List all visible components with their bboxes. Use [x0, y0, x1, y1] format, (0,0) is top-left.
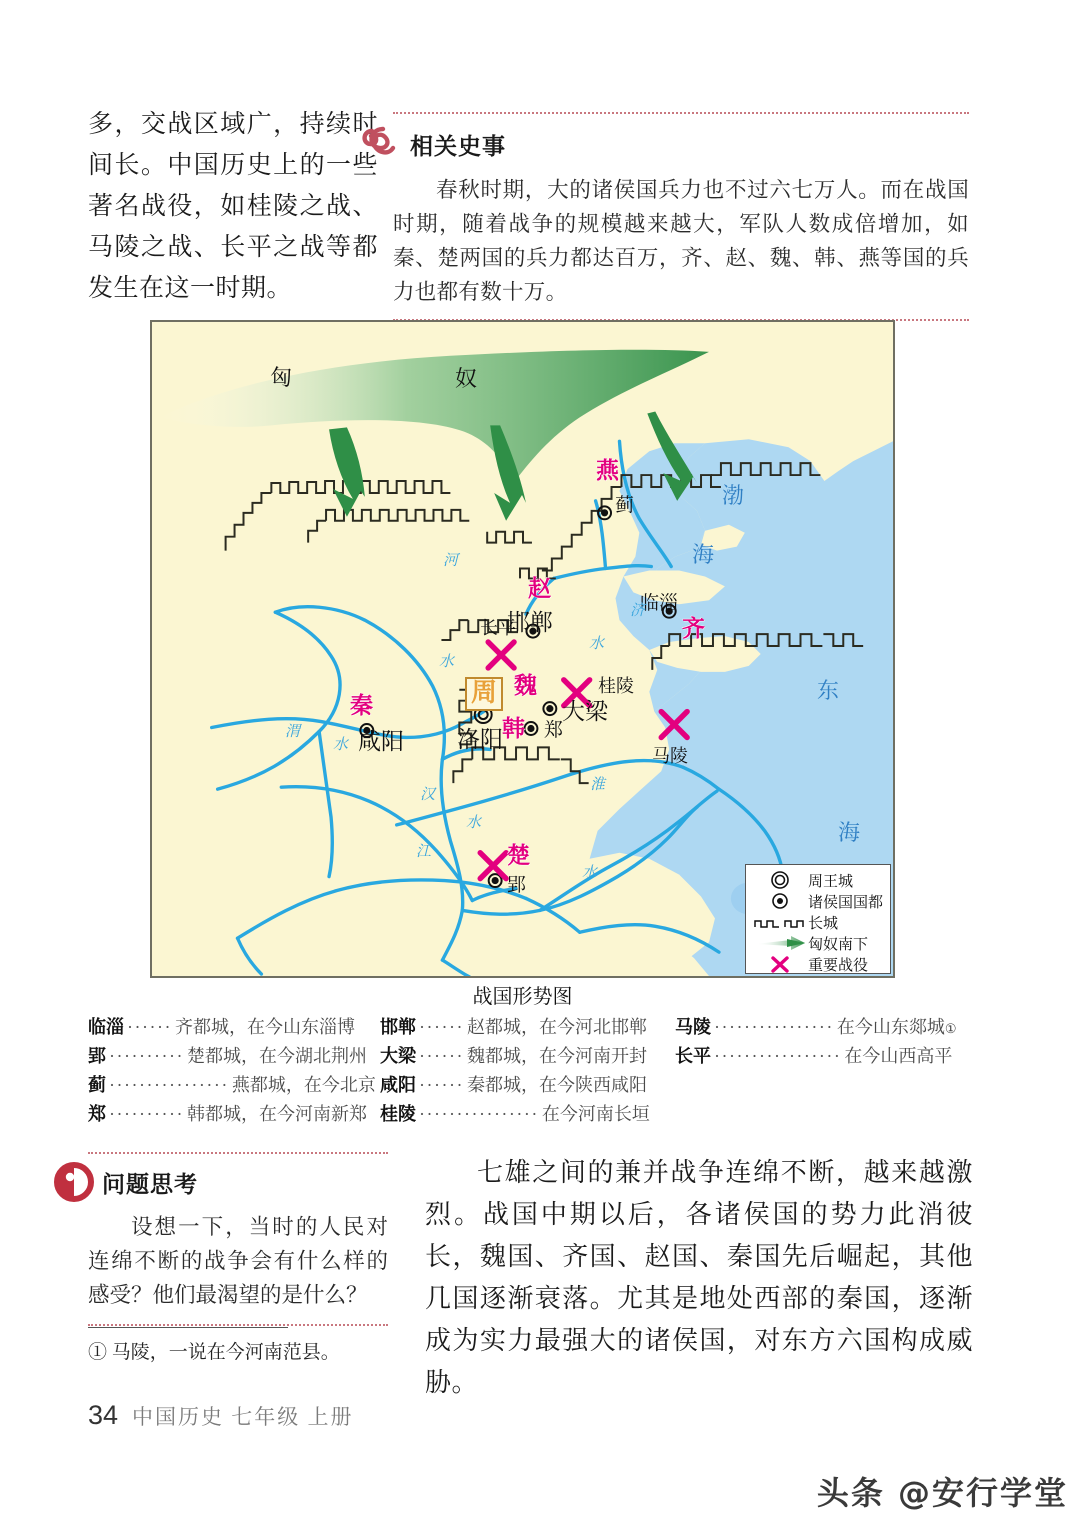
key-entry [675, 1042, 973, 1071]
map-label-state-chu: 楚 [507, 843, 530, 868]
map-label-river-han: 汉 [420, 787, 436, 803]
map-label-river-wei: 渭 [285, 724, 301, 740]
warring-states-map [150, 320, 895, 978]
map-legend [745, 864, 891, 974]
watermark: 头条 @安行学堂 [816, 1474, 1068, 1512]
key-desc: 在今河南长垣 [541, 1104, 650, 1124]
map-label-sea-hai-2: 海 [838, 820, 861, 845]
legend-row-xiongnu-south [752, 933, 886, 953]
key-dots: ················ [714, 1017, 834, 1037]
key-entry [675, 1013, 973, 1042]
map-label-state-qi: 齐 [682, 616, 705, 641]
map-label-river-huai: 淮 [590, 777, 606, 793]
map-label-river-jiang: 江 [416, 844, 432, 860]
key-sup: ① [944, 1021, 957, 1036]
related-history-body: 春秋时期，大的诸侯国兵力也不过六七万人。而在战国时期，随着战争的规模越来越大，军队人数成倍增加，如秦、楚两国的兵力都达百万，齐、赵、魏、韩、燕等国的兵力也都有数十万。 [393, 178, 969, 304]
map-label-battle-changping: 长平 [480, 618, 516, 638]
map-label-river-shui-3: 水 [589, 636, 605, 652]
map-label-river-he: 河 [443, 553, 459, 569]
key-desc: 韩都城，在今河南新郑 [186, 1104, 367, 1124]
page-number: 34 [88, 1400, 119, 1430]
swirl-icon [359, 123, 401, 165]
legend-label-great-wall: 长城 [808, 915, 839, 932]
key-desc: 赵都城，在今河北邯郸 [466, 1017, 647, 1037]
key-name: 长平 [675, 1046, 711, 1066]
map-label-river-shui-4: 水 [582, 865, 598, 881]
map-label-state-yan: 燕 [596, 458, 619, 483]
map-caption: 战国形势图 [472, 986, 573, 1008]
bottom-right-paragraph: 七雄之间的兼并战争连绵不断，越来越激烈。战国中期以后，各诸侯国的势力此消彼长，魏国、齐国、赵国、秦国先后崛起，其他几国逐渐衰落。尤其是地处西部的秦国，逐渐成为实力最强大的诸侯国，对东方六国构成威胁。 [425, 1158, 973, 1397]
map-label-city-zheng: 郑 [544, 720, 564, 741]
key-desc: 楚都城，在今湖北荆州 [186, 1046, 367, 1066]
legend-label-major-battle: 重要战役 [808, 957, 869, 974]
key-desc: 在今山西高平 [844, 1046, 953, 1066]
key-entry [380, 1071, 675, 1100]
key-dots: ······ [127, 1017, 172, 1037]
legend-label-xiongnu-south: 匈奴南下 [808, 936, 869, 953]
question-think-body: 设想一下，当时的人民对连绵不断的战争会有什么样的感受？他们最渴望的是什么？ [88, 1215, 388, 1307]
map-label-city-daliang: 大梁 [562, 699, 608, 724]
book-title: 中国历史 七年级 上册 [132, 1405, 354, 1429]
key-name: 桂陵 [380, 1104, 416, 1124]
key-desc: 魏都城，在今河南开封 [466, 1046, 647, 1066]
map-label-city-ji: 蓟 [615, 495, 635, 516]
question-think-title: 问题思考 [102, 1171, 198, 1198]
key-name: 蓟 [88, 1075, 106, 1095]
key-name: 咸阳 [380, 1075, 416, 1095]
map-label-sea-dong: 东 [817, 678, 840, 703]
key-dots: ······ [419, 1075, 464, 1095]
map-label-sea-bo: 渤 [722, 483, 745, 508]
key-dots: ······ [419, 1017, 464, 1037]
key-dots: ·········· [109, 1104, 184, 1124]
map-label-sea-hai-1: 海 [692, 542, 715, 567]
map-label-state-zhao: 赵 [528, 576, 551, 601]
key-entry [88, 1071, 380, 1100]
footnote-rule [88, 1327, 288, 1328]
key-name: 郢 [88, 1046, 106, 1066]
dotted-divider-top [88, 1152, 388, 1154]
key-entry [88, 1100, 380, 1129]
key-name: 大梁 [380, 1046, 416, 1066]
key-entry [380, 1013, 675, 1042]
legend-row-major-battle [752, 954, 886, 974]
legend-row-great-wall [752, 912, 886, 932]
map-label-city-ying: 郢 [507, 875, 527, 896]
map-label-zhou-state: 周 [465, 677, 503, 711]
dotted-divider-bottom [88, 1324, 388, 1326]
key-dots: ·········· [109, 1046, 184, 1066]
left-column-paragraph: 多，交战区域广，持续时间长。中国历史上的一些著名战役，如桂陵之战、马陵之战、长平之战等都发生在这一时期。 [88, 111, 378, 302]
map-label-state-wei: 魏 [514, 673, 537, 698]
key-name: 邯郸 [380, 1017, 416, 1037]
question-think-header [96, 1162, 388, 1202]
key-desc: 燕都城，在今北京 [231, 1075, 376, 1095]
key-dots: ················· [714, 1046, 842, 1066]
key-dots: ················ [109, 1075, 229, 1095]
key-entry-empty [675, 1100, 973, 1129]
map-label-battle-guiling: 桂陵 [598, 676, 634, 696]
place-name-key-table [88, 1013, 973, 1129]
map-label-river-shui-2: 水 [333, 737, 349, 753]
key-name: 郑 [88, 1104, 106, 1124]
double-circle-icon [752, 870, 808, 890]
key-dots: ················ [419, 1104, 539, 1124]
page-footer [88, 1400, 354, 1431]
map-label-xiongnu-1: 匈 [270, 365, 293, 390]
key-entry [88, 1013, 380, 1042]
key-dots: ······ [419, 1046, 464, 1066]
map-label-river-shui-5: 水 [466, 815, 482, 831]
map-label-river-ji: 济 [630, 603, 646, 619]
key-name: 马陵 [675, 1017, 711, 1037]
key-entry [380, 1100, 675, 1129]
map-label-state-han: 韩 [502, 716, 525, 741]
map-label-xiongnu-2: 奴 [455, 366, 478, 391]
legend-label-royal-city: 周王城 [808, 873, 854, 890]
related-history-box [393, 112, 969, 321]
legend-row-royal-city [752, 870, 886, 890]
key-entry [380, 1042, 675, 1071]
question-think-box [88, 1152, 388, 1326]
pink-cross-icon [752, 954, 808, 974]
crenellated-line-icon [752, 915, 808, 929]
key-desc: 秦都城，在今陕西咸阳 [466, 1075, 647, 1095]
map-label-battle-maling: 马陵 [652, 746, 688, 766]
footnote-text: ① 马陵，一说在今河南范县。 [88, 1342, 340, 1363]
map-label-river-shui-1: 水 [439, 654, 455, 670]
green-arrow-icon [752, 935, 808, 951]
dotted-divider-top [393, 112, 969, 114]
legend-label-state-capital: 诸侯国国都 [808, 894, 884, 911]
map-label-city-xianyang: 咸阳 [358, 729, 404, 754]
map-label-city-handan: 邯郸 [507, 610, 553, 635]
map-label-state-qin: 秦 [350, 693, 373, 718]
related-history-title: 相关史事 [410, 133, 506, 160]
key-entry-empty [675, 1071, 973, 1100]
question-dot-icon [54, 1162, 94, 1202]
related-history-header [403, 123, 969, 165]
map-label-city-linzi: 临淄 [640, 593, 679, 614]
key-entry [88, 1042, 380, 1071]
key-desc: 在今山东郯城 [836, 1017, 945, 1037]
map-label-city-luoyang: 洛阳 [457, 727, 503, 752]
legend-row-state-capital [752, 891, 886, 911]
dot-circle-icon [752, 891, 808, 911]
key-desc: 齐都城，在今山东淄博 [174, 1017, 355, 1037]
key-name: 临淄 [88, 1017, 124, 1037]
